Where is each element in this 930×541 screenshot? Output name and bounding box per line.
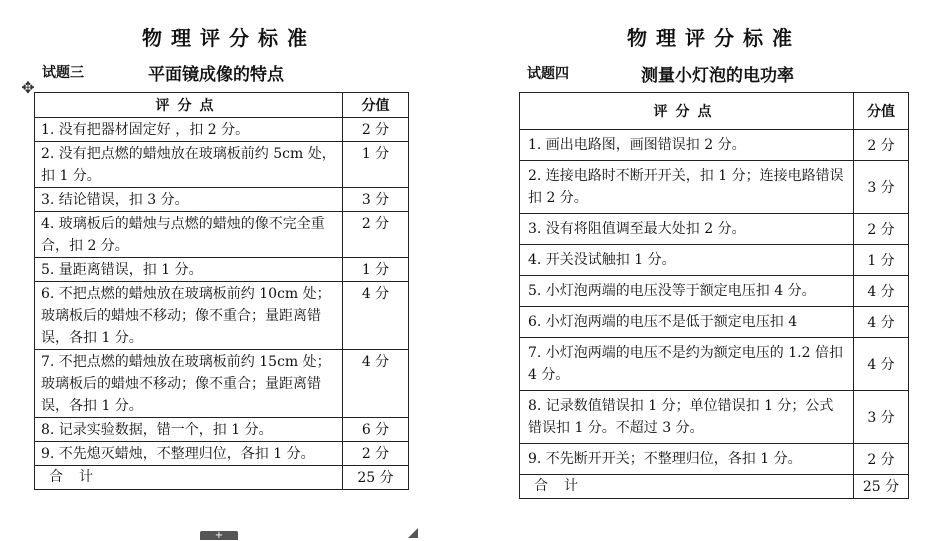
plus-icon: + [214, 530, 224, 541]
table-row[interactable] [35, 282, 409, 350]
criteria-cell[interactable]: 2. 没有把点燃的蜡烛放在玻璃板前约 5cm 处，扣 1 分。 [35, 142, 343, 188]
table-row[interactable] [520, 214, 909, 245]
criteria-cell[interactable]: 6. 小灯泡两端的电压不是低于额定电压扣 4 [520, 307, 854, 338]
table-row[interactable] [520, 161, 909, 214]
points-cell[interactable]: 4 分 [343, 350, 409, 418]
table-row[interactable] [520, 276, 909, 307]
points-cell[interactable]: 4 分 [854, 276, 909, 307]
scoring-table[interactable] [519, 92, 909, 499]
scoring-table[interactable] [34, 92, 409, 490]
points-cell[interactable]: 2 分 [343, 212, 409, 258]
table-row[interactable] [520, 391, 909, 444]
criteria-cell[interactable]: 7. 小灯泡两端的电压不是约为额定电压的 1.2 倍扣 4 分。 [520, 338, 854, 391]
points-cell[interactable]: 3 分 [854, 391, 909, 444]
criteria-cell[interactable]: 5. 量距离错误，扣 1 分。 [35, 258, 343, 282]
exam-number: 试题三 [42, 65, 84, 81]
points-cell[interactable]: 2 分 [343, 442, 409, 466]
table-row[interactable] [35, 142, 409, 188]
table-row[interactable] [520, 338, 909, 391]
points-cell[interactable]: 6 分 [343, 418, 409, 442]
criteria-cell[interactable]: 1. 画出电路图，画图错误扣 2 分。 [520, 130, 854, 161]
table-header-row [35, 93, 409, 118]
exam-name: 平面镜成像的特点 [148, 65, 284, 85]
points-cell[interactable]: 2 分 [854, 130, 909, 161]
criteria-cell[interactable]: 9. 不先熄灭蜡烛，不整理归位，各扣 1 分。 [35, 442, 343, 466]
points-cell[interactable]: 1 分 [343, 142, 409, 188]
criteria-cell[interactable]: 8. 记录数值错误扣 1 分；单位错误扣 1 分；公式错误扣 1 分。不超过 3 分。 [520, 391, 854, 444]
total-row[interactable] [520, 475, 909, 499]
table-row[interactable] [520, 130, 909, 161]
right-page [465, 0, 930, 540]
resize-handle-icon[interactable] [408, 528, 418, 538]
column-header-criteria: 评分点 [35, 93, 343, 118]
criteria-cell[interactable]: 3. 没有将阻值调至最大处扣 2 分。 [520, 214, 854, 245]
total-row[interactable] [35, 466, 409, 490]
page-title: 物理评分标准 [142, 26, 316, 50]
column-header-points: 分值 [343, 93, 409, 118]
criteria-cell[interactable]: 9. 不先断开开关；不整理归位，各扣 1 分。 [520, 444, 854, 475]
total-points[interactable]: 25 分 [854, 475, 909, 499]
column-header-criteria: 评分点 [520, 93, 854, 130]
total-label: 合计 [520, 475, 854, 499]
points-cell[interactable]: 1 分 [854, 245, 909, 276]
add-row-button[interactable] [200, 531, 238, 540]
table-row[interactable] [520, 245, 909, 276]
criteria-cell[interactable]: 5. 小灯泡两端的电压没等于额定电压扣 4 分。 [520, 276, 854, 307]
points-cell[interactable]: 1 分 [343, 258, 409, 282]
table-header-row [520, 93, 909, 130]
left-page [0, 0, 465, 540]
criteria-cell[interactable]: 3. 结论错误，扣 3 分。 [35, 188, 343, 212]
exam-name: 测量小灯泡的电功率 [641, 66, 794, 86]
table-row[interactable] [520, 444, 909, 475]
points-cell[interactable]: 4 分 [854, 307, 909, 338]
criteria-cell[interactable]: 4. 开关没试触扣 1 分。 [520, 245, 854, 276]
criteria-cell[interactable]: 6. 不把点燃的蜡烛放在玻璃板前约 10cm 处；玻璃板后的蜡烛不移动；像不重合；量距离错误，各扣 1 分。 [35, 282, 343, 350]
criteria-cell[interactable]: 7. 不把点燃的蜡烛放在玻璃板前约 15cm 处；玻璃板后的蜡烛不移动；像不重合；量距离错误，各扣 1 分。 [35, 350, 343, 418]
table-row[interactable] [35, 188, 409, 212]
table-row[interactable] [35, 258, 409, 282]
criteria-cell[interactable]: 4. 玻璃板后的蜡烛与点燃的蜡烛的像不完全重合，扣 2 分。 [35, 212, 343, 258]
total-label: 合计 [35, 466, 343, 490]
criteria-cell[interactable]: 8. 记录实验数据，错一个，扣 1 分。 [35, 418, 343, 442]
points-cell[interactable]: 3 分 [854, 161, 909, 214]
page-title: 物理评分标准 [627, 26, 801, 50]
total-points[interactable]: 25 分 [343, 466, 409, 490]
points-cell[interactable]: 2 分 [854, 214, 909, 245]
exam-number: 试题四 [527, 66, 569, 82]
table-row[interactable] [35, 212, 409, 258]
table-row[interactable] [35, 118, 409, 142]
points-cell[interactable]: 2 分 [343, 118, 409, 142]
criteria-cell[interactable]: 1. 没有把器材固定好 ，扣 2 分。 [35, 118, 343, 142]
criteria-cell[interactable]: 2. 连接电路时不断开开关，扣 1 分；连接电路错误扣 2 分。 [520, 161, 854, 214]
points-cell[interactable]: 2 分 [854, 444, 909, 475]
table-row[interactable] [520, 307, 909, 338]
points-cell[interactable]: 3 分 [343, 188, 409, 212]
move-handle-icon[interactable]: ✥ [21, 78, 35, 97]
points-cell[interactable]: 4 分 [854, 338, 909, 391]
table-row[interactable] [35, 418, 409, 442]
table-row[interactable] [35, 350, 409, 418]
points-cell[interactable]: 4 分 [343, 282, 409, 350]
table-row[interactable] [35, 442, 409, 466]
column-header-points: 分值 [854, 93, 909, 130]
